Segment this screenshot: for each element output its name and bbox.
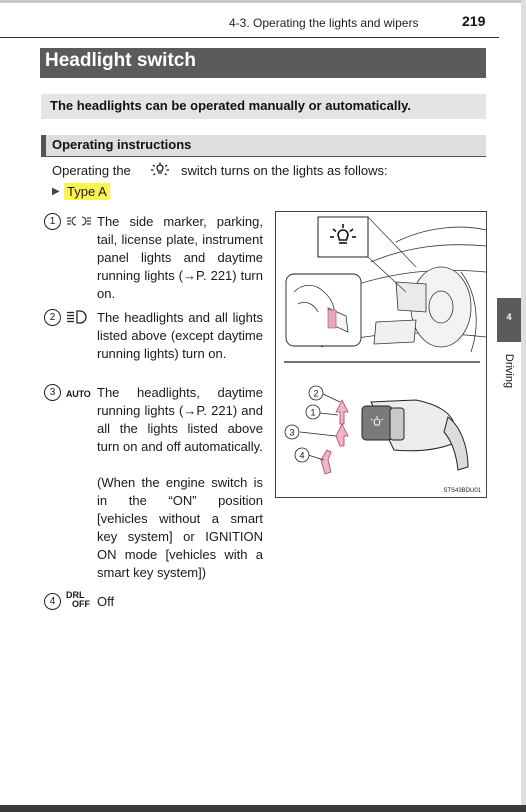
page-number: 219 bbox=[462, 13, 486, 29]
item-number-4: 4 bbox=[44, 593, 61, 610]
drl-off-icon-bottom: OFF bbox=[72, 599, 90, 609]
summary-text: The headlights can be operated manually or automatically. bbox=[50, 98, 411, 113]
item-number-1: 1 bbox=[44, 213, 61, 230]
item-description-2: The headlights and all lights listed above (except daytime running lights) turn on. bbox=[97, 310, 263, 361]
auto-icon: AUTO bbox=[66, 389, 91, 399]
subsection-rule bbox=[41, 156, 486, 157]
item-description-1: The side marker, parking, tail, license plate, instrument panel lights and daytime running lights (→P. 221) turn on. bbox=[97, 214, 263, 301]
chapter-tab-number: 4 bbox=[506, 312, 512, 322]
type-label: Type A bbox=[64, 183, 110, 200]
top-edge bbox=[0, 0, 526, 3]
headlight-switch-illustration bbox=[275, 211, 487, 498]
callout-1: 1 bbox=[310, 407, 316, 418]
subsection-title: Operating instructions bbox=[52, 137, 192, 152]
bottom-bar bbox=[0, 805, 526, 812]
light-switch-icon bbox=[148, 162, 172, 185]
drl-off-icon-top: DRL bbox=[66, 590, 85, 600]
callout-2: 2 bbox=[313, 388, 319, 399]
figure-code: STS43BDU01 bbox=[443, 488, 481, 494]
intro-text-before: Operating the bbox=[52, 163, 131, 178]
illustration-drawing bbox=[276, 212, 488, 499]
callout-3: 3 bbox=[289, 427, 295, 438]
side-marker-icon bbox=[66, 214, 92, 233]
callout-4: 4 bbox=[299, 450, 305, 461]
type-arrow-icon: ▶ bbox=[52, 186, 60, 197]
header-rule bbox=[0, 37, 499, 38]
header-section-title: 4-3. Operating the lights and wipers bbox=[229, 16, 419, 30]
item-description-3: The headlights, daytime running lights (→P. 221) and all the lights listed above turn on and off automatically. bbox=[97, 385, 263, 454]
item-number-2: 2 bbox=[44, 309, 61, 326]
drl-off-icon bbox=[66, 591, 90, 609]
intro-text-after: switch turns on the lights as follows: bbox=[181, 163, 388, 178]
item-note-3: (When the engine switch is in the “ON” position [vehicles without a smart key system] or IGNITION ON mode [vehicles with a smart key system]) bbox=[97, 475, 263, 580]
item-number-3: 3 bbox=[44, 384, 61, 401]
right-edge bbox=[521, 0, 526, 812]
chapter-tab-label: Driving bbox=[503, 353, 515, 389]
headlight-icon bbox=[66, 310, 90, 329]
item-description-4: Off bbox=[97, 594, 115, 609]
page-title: Headlight switch bbox=[45, 50, 196, 71]
